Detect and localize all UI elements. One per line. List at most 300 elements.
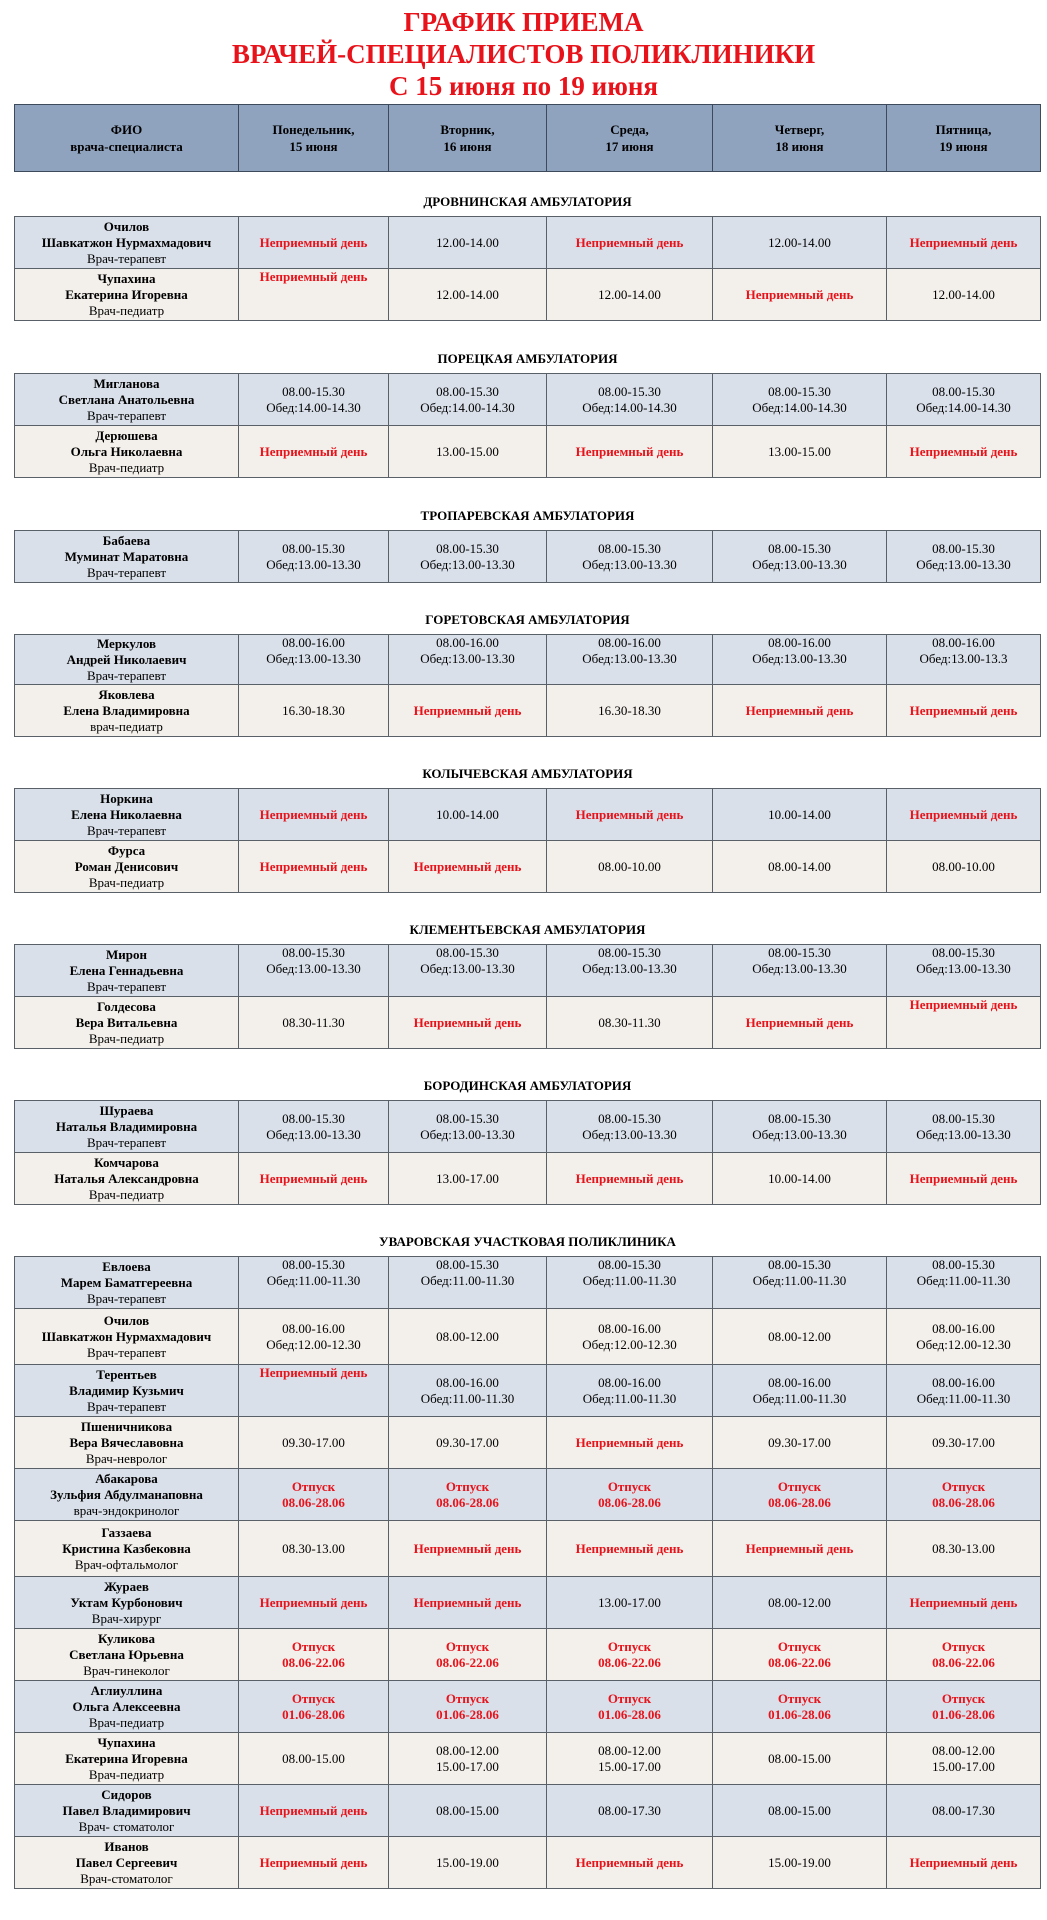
schedule-cell <box>887 1309 1041 1365</box>
schedule-text: Неприемный день <box>575 443 684 459</box>
schedule-cell <box>713 269 887 321</box>
schedule-text: Неприемный день <box>745 1540 854 1556</box>
doctor-given-names: Светлана Юрьевна <box>69 1646 184 1662</box>
schedule-text: 15.00-19.00 <box>768 1854 831 1870</box>
schedule-cell <box>713 1733 887 1785</box>
doctor-cell <box>15 1785 239 1837</box>
schedule-text: Обед:13.00-13.30 <box>582 651 677 666</box>
section-title: КЛЕМЕНТЬЕВСКАЯ АМБУЛАТОРИЯ <box>15 893 1041 945</box>
schedule-text: Обед:13.00-13.30 <box>420 961 515 976</box>
schedule-cell <box>887 1469 1041 1521</box>
doctor-cell <box>15 841 239 893</box>
schedule-text: 09.30-17.00 <box>282 1434 345 1450</box>
table-row <box>15 1629 1041 1681</box>
schedule-cell <box>389 685 547 737</box>
doctor-surname: Куликова <box>97 1630 156 1646</box>
schedule-text: Обед:12.00-12.30 <box>582 1336 677 1352</box>
doctor-specialty: врач-эндокринолог <box>73 1502 180 1518</box>
table-row <box>15 217 1041 269</box>
doctor-given-names: Елена Геннадьевна <box>69 962 184 978</box>
schedule-text: 09.30-17.00 <box>932 1434 995 1450</box>
doctor-surname: Очилов <box>103 218 150 234</box>
schedule-cell <box>389 1629 547 1681</box>
doctor-cell <box>15 1469 239 1521</box>
schedule-text: 08.00-16.00 <box>768 635 831 650</box>
schedule-text: 08.00-12.00 <box>436 1742 499 1758</box>
schedule-text: Обед:13.00-13.30 <box>582 961 677 976</box>
header-doctor: ФИО врача-специалиста <box>15 105 239 172</box>
doctor-cell <box>15 1733 239 1785</box>
schedule-cell <box>547 945 713 997</box>
schedule-cell <box>547 1733 713 1785</box>
schedule-text: 08.00-15.30 <box>598 540 661 556</box>
schedule-text: 08.00-10.00 <box>598 858 661 874</box>
schedule-text: Обед:13.00-13.30 <box>266 556 361 572</box>
schedule-text: Неприемный день <box>413 702 522 718</box>
schedule-text: 08.00-15.30 <box>282 1110 345 1126</box>
doctor-given-names: Ольга Николаевна <box>70 443 183 459</box>
schedule-text: Отпуск <box>291 1478 336 1494</box>
doctor-specialty: Врач-гинеколог <box>83 1662 170 1678</box>
schedule-text: 01.06-28.06 <box>436 1706 499 1722</box>
schedule-text: Неприемный день <box>259 1170 368 1186</box>
schedule-text: Обед:12.00-12.30 <box>916 1336 1011 1352</box>
table-row <box>15 374 1041 426</box>
doctor-given-names: Марем Баматгереевна <box>60 1274 193 1290</box>
schedule-text: Неприемный день <box>413 1594 522 1610</box>
title-line-1: ГРАФИК ПРИЕМА <box>403 7 644 37</box>
schedule-text: Неприемный день <box>259 1802 368 1818</box>
table-row <box>15 1681 1041 1733</box>
schedule-cell <box>547 426 713 478</box>
schedule-text: 08.00-12.00 <box>436 1328 499 1344</box>
schedule-cell <box>887 1577 1041 1629</box>
schedule-cell <box>713 374 887 426</box>
doctor-surname: Бабаева <box>102 532 151 548</box>
doctor-cell <box>15 997 239 1049</box>
schedule-cell <box>239 531 389 583</box>
schedule-text: Неприемный день <box>259 269 368 284</box>
schedule-cell <box>887 374 1041 426</box>
schedule-text: 01.06-28.06 <box>768 1706 831 1722</box>
section-title: ДРОВНИНСКАЯ АМБУЛАТОРИЯ <box>15 172 1041 217</box>
schedule-text: 01.06-28.06 <box>282 1706 345 1722</box>
schedule-text: 08.00-15.00 <box>768 1802 831 1818</box>
schedule-cell <box>547 1785 713 1837</box>
schedule-cell <box>887 1153 1041 1205</box>
doctor-cell <box>15 217 239 269</box>
schedule-text: Отпуск <box>291 1638 336 1654</box>
schedule-cell <box>713 635 887 685</box>
doctor-given-names: Павел Владимирович <box>62 1802 191 1818</box>
schedule-cell <box>887 1681 1041 1733</box>
schedule-cell <box>389 1681 547 1733</box>
schedule-cell <box>239 1309 389 1365</box>
doctor-surname: Меркулов <box>96 635 157 651</box>
doctor-surname: Мигланова <box>93 375 160 391</box>
schedule-text: Обед:13.00-13.30 <box>752 961 847 976</box>
schedule-body <box>15 172 1041 1889</box>
schedule-cell <box>547 1101 713 1153</box>
schedule-text: 08.00-16.00 <box>932 1320 995 1336</box>
doctor-specialty: Врач-стоматолог <box>80 1870 173 1886</box>
schedule-cell <box>547 841 713 893</box>
table-row <box>15 1309 1041 1365</box>
header-monday: Понедельник, 15 июня <box>239 105 389 172</box>
schedule-cell <box>389 1153 547 1205</box>
schedule-cell <box>389 1469 547 1521</box>
schedule-cell <box>389 945 547 997</box>
doctor-surname: Чупахина <box>97 1734 156 1750</box>
table-row <box>15 1417 1041 1469</box>
table-row <box>15 531 1041 583</box>
header-tuesday: Вторник, 16 июня <box>389 105 547 172</box>
table-row <box>15 1577 1041 1629</box>
table-row <box>15 1257 1041 1309</box>
doctor-specialty: Врач-терапевт <box>86 1134 167 1150</box>
schedule-cell <box>239 1733 389 1785</box>
schedule-cell <box>547 1365 713 1417</box>
doctor-cell <box>15 1365 239 1417</box>
doctor-surname: Фурса <box>107 842 146 858</box>
schedule-cell <box>547 789 713 841</box>
schedule-text: 13.00-17.00 <box>436 1170 499 1186</box>
doctor-cell <box>15 1257 239 1309</box>
schedule-cell <box>713 685 887 737</box>
schedule-text: Неприемный день <box>259 1854 368 1870</box>
schedule-cell <box>547 1577 713 1629</box>
section-header-row <box>15 737 1041 789</box>
schedule-cell <box>547 1837 713 1889</box>
doctor-surname: Пшеничникова <box>80 1418 173 1434</box>
doctor-given-names: Муминат Маратовна <box>64 548 189 564</box>
schedule-cell <box>547 1629 713 1681</box>
schedule-text: Обед:13.00-13.30 <box>916 961 1011 976</box>
schedule-cell <box>389 531 547 583</box>
schedule-text: 08.00-15.30 <box>436 540 499 556</box>
doctor-given-names: Кристина Казбековна <box>62 1540 191 1556</box>
schedule-text: Обед:14.00-14.30 <box>420 399 515 415</box>
schedule-cell <box>713 217 887 269</box>
schedule-cell <box>547 1309 713 1365</box>
schedule-cell <box>713 1365 887 1417</box>
schedule-text: 08.00-15.30 <box>932 540 995 556</box>
schedule-cell <box>389 217 547 269</box>
schedule-cell <box>547 1469 713 1521</box>
page-title <box>0 6 1047 102</box>
schedule-text: Неприемный день <box>909 997 1018 1012</box>
schedule-cell <box>887 531 1041 583</box>
schedule-text: Обед:13.00-13.30 <box>266 651 361 666</box>
doctor-surname: Дерюшева <box>95 427 158 443</box>
doctor-surname: Норкина <box>100 790 153 806</box>
schedule-text: 08.00-15.30 <box>598 1257 661 1272</box>
doctor-surname: Голдесова <box>97 998 156 1014</box>
schedule-cell <box>389 1257 547 1309</box>
schedule-text: 15.00-17.00 <box>436 1758 499 1774</box>
schedule-cell <box>389 1785 547 1837</box>
schedule-text: Неприемный день <box>259 234 368 250</box>
table-row <box>15 1153 1041 1205</box>
schedule-text: Неприемный день <box>259 858 368 874</box>
schedule-text: 08.00-12.00 <box>598 1742 661 1758</box>
schedule-cell <box>713 531 887 583</box>
schedule-text: Отпуск <box>607 1690 652 1706</box>
doctor-given-names: Шавкатжон Нурмахмадович <box>41 1328 212 1344</box>
doctor-specialty: Врач-терапевт <box>86 564 167 580</box>
doctor-specialty: Врач-невролог <box>85 1450 168 1466</box>
schedule-text: 08.00-16.00 <box>598 635 661 650</box>
schedule-text: 08.00-15.30 <box>436 945 499 960</box>
schedule-text: Неприемный день <box>259 806 368 822</box>
schedule-text: Обед:11.00-11.30 <box>582 1390 677 1406</box>
doctor-cell <box>15 1309 239 1365</box>
schedule-text: Неприемный день <box>575 1540 684 1556</box>
title-line-3: С 15 июня по 19 июня <box>388 71 658 101</box>
schedule-text: 15.00-17.00 <box>598 1758 661 1774</box>
schedule-text: Отпуск <box>445 1638 490 1654</box>
schedule-text: 15.00-17.00 <box>932 1758 995 1774</box>
doctor-given-names: Павел Сергеевич <box>75 1854 178 1870</box>
schedule-cell <box>547 1257 713 1309</box>
schedule-text: Обед:11.00-11.30 <box>916 1390 1011 1406</box>
schedule-text: 08.00-15.00 <box>768 1750 831 1766</box>
section-header-row <box>15 893 1041 945</box>
schedule-cell <box>887 1257 1041 1309</box>
schedule-text: 08.00-16.00 <box>598 1320 661 1336</box>
schedule-text: Неприемный день <box>909 1594 1018 1610</box>
schedule-text: 08.00-15.30 <box>282 1257 345 1272</box>
doctor-surname: Чупахина <box>97 270 156 286</box>
schedule-text: 12.00-14.00 <box>768 234 831 250</box>
schedule-cell <box>389 789 547 841</box>
schedule-cell <box>389 1521 547 1577</box>
doctor-surname: Аглиуллина <box>90 1682 163 1698</box>
schedule-text: 08.00-15.00 <box>436 1802 499 1818</box>
schedule-cell <box>547 1681 713 1733</box>
schedule-cell <box>239 1365 389 1417</box>
doctor-specialty: Врач-педиатр <box>88 1030 165 1046</box>
doctor-specialty: Врач-терапевт <box>86 1398 167 1414</box>
doctor-surname: Евлоева <box>102 1258 151 1274</box>
schedule-cell <box>887 1365 1041 1417</box>
schedule-text: Неприемный день <box>909 234 1018 250</box>
header-thursday: Четверг, 18 июня <box>713 105 887 172</box>
schedule-cell <box>389 1577 547 1629</box>
schedule-cell <box>887 1785 1041 1837</box>
schedule-cell <box>239 1469 389 1521</box>
doctor-surname: Сидоров <box>101 1786 152 1802</box>
table-row <box>15 269 1041 321</box>
schedule-text: 08.00-10.00 <box>932 858 995 874</box>
table-row <box>15 685 1041 737</box>
schedule-text: Обед:14.00-14.30 <box>266 399 361 415</box>
doctor-surname: Терентьев <box>96 1366 157 1382</box>
schedule-cell <box>887 997 1041 1049</box>
schedule-cell <box>713 1153 887 1205</box>
schedule-cell <box>887 1521 1041 1577</box>
schedule-text: 08.06-22.06 <box>932 1654 995 1670</box>
schedule-text: Обед:13.00-13.30 <box>420 651 515 666</box>
schedule-text: 10.00-14.00 <box>436 806 499 822</box>
schedule-cell <box>713 1469 887 1521</box>
schedule-text: Отпуск <box>607 1478 652 1494</box>
schedule-text: Неприемный день <box>575 234 684 250</box>
schedule-text: Обед:13.00-13.30 <box>582 556 677 572</box>
table-row <box>15 635 1041 685</box>
schedule-text: Неприемный день <box>909 1170 1018 1186</box>
schedule-text: 08.06-22.06 <box>436 1654 499 1670</box>
schedule-text: 08.00-15.30 <box>932 1257 995 1272</box>
schedule-table-container <box>14 104 1040 1889</box>
schedule-cell <box>239 1577 389 1629</box>
schedule-text: 08.00-17.30 <box>598 1802 661 1818</box>
schedule-text: Обед:11.00-11.30 <box>266 1273 361 1288</box>
schedule-cell <box>239 217 389 269</box>
schedule-cell <box>239 1153 389 1205</box>
schedule-text: Неприемный день <box>575 1854 684 1870</box>
schedule-cell <box>389 1101 547 1153</box>
schedule-text: 08.06-22.06 <box>598 1654 661 1670</box>
schedule-cell <box>547 1417 713 1469</box>
schedule-cell <box>239 374 389 426</box>
schedule-text: 08.00-15.30 <box>598 945 661 960</box>
schedule-text: 16.30-18.30 <box>282 702 345 718</box>
schedule-text: Обед:11.00-11.30 <box>420 1390 515 1406</box>
doctor-specialty: Врач- стоматолог <box>78 1818 175 1834</box>
schedule-cell <box>547 997 713 1049</box>
schedule-cell <box>713 1837 887 1889</box>
schedule-text: 08.30-11.30 <box>282 1014 345 1030</box>
schedule-cell <box>389 841 547 893</box>
schedule-cell <box>887 841 1041 893</box>
schedule-cell <box>389 269 547 321</box>
schedule-text: 01.06-28.06 <box>932 1706 995 1722</box>
doctor-given-names: Шавкатжон Нурмахмадович <box>41 234 212 250</box>
table-row <box>15 1469 1041 1521</box>
schedule-text: 08.30-13.00 <box>932 1540 995 1556</box>
schedule-cell <box>547 217 713 269</box>
doctor-cell <box>15 1521 239 1577</box>
doctor-specialty: Врач-офтальмолог <box>74 1556 179 1572</box>
table-row <box>15 1733 1041 1785</box>
schedule-text: Обед:12.00-12.30 <box>266 1336 361 1352</box>
doctor-specialty: Врач-терапевт <box>86 250 167 266</box>
schedule-text: Неприемный день <box>575 806 684 822</box>
doctor-surname: Иванов <box>104 1838 149 1854</box>
doctor-given-names: Екатерина Игоревна <box>65 286 188 302</box>
schedule-text: Обед:13.00-13.30 <box>752 556 847 572</box>
doctor-cell <box>15 945 239 997</box>
schedule-text: 08.00-15.30 <box>932 1110 995 1126</box>
schedule-text: Обед:13.00-13.30 <box>582 1126 677 1142</box>
schedule-text: 08.00-16.00 <box>282 1320 345 1336</box>
schedule-text: Обед:11.00-11.30 <box>582 1273 677 1288</box>
schedule-text: Отпуск <box>291 1690 336 1706</box>
schedule-cell <box>389 374 547 426</box>
schedule-text: 08.00-16.00 <box>282 635 345 650</box>
schedule-cell <box>389 1365 547 1417</box>
schedule-cell <box>713 1417 887 1469</box>
doctor-cell <box>15 374 239 426</box>
table-row <box>15 1837 1041 1889</box>
schedule-cell <box>887 1417 1041 1469</box>
schedule-text: 08.00-15.30 <box>598 383 661 399</box>
section-title: УВАРОВСКАЯ УЧАСТКОВАЯ ПОЛИКЛИНИКА <box>15 1205 1041 1257</box>
schedule-text: Обед:14.00-14.30 <box>916 399 1011 415</box>
doctor-given-names: Елена Николаевна <box>71 806 182 822</box>
schedule-cell <box>713 1309 887 1365</box>
header-wednesday: Среда, 17 июня <box>547 105 713 172</box>
doctor-given-names: Елена Владимировна <box>63 702 190 718</box>
schedule-text: 09.30-17.00 <box>436 1434 499 1450</box>
schedule-cell <box>713 1785 887 1837</box>
schedule-table <box>14 104 1041 1889</box>
schedule-text: 08.00-15.30 <box>768 540 831 556</box>
schedule-text: 08.00-12.00 <box>768 1594 831 1610</box>
schedule-cell <box>887 269 1041 321</box>
schedule-text: Отпуск <box>777 1478 822 1494</box>
schedule-text: Обед:13.00-13.30 <box>420 1126 515 1142</box>
schedule-cell <box>239 1681 389 1733</box>
schedule-text: 08.00-15.30 <box>768 383 831 399</box>
doctor-surname: Очилов <box>103 1312 150 1328</box>
schedule-cell <box>389 1309 547 1365</box>
schedule-text: Обед:11.00-11.30 <box>752 1390 847 1406</box>
schedule-text: 08.00-15.30 <box>282 383 345 399</box>
schedule-cell <box>887 217 1041 269</box>
doctor-specialty: Врач-терапевт <box>86 978 167 994</box>
section-title: ПОРЕЦКАЯ АМБУЛАТОРИЯ <box>15 321 1041 374</box>
schedule-text: 08.00-16.00 <box>436 1374 499 1390</box>
schedule-text: 08.00-15.30 <box>768 945 831 960</box>
section-header-row <box>15 1205 1041 1257</box>
schedule-text: 08.06-28.06 <box>768 1494 831 1510</box>
schedule-text: Неприемный день <box>745 286 854 302</box>
doctor-cell <box>15 1681 239 1733</box>
doctor-cell <box>15 531 239 583</box>
doctor-surname: Яковлева <box>98 686 155 702</box>
doctor-given-names: Светлана Анатольевна <box>58 391 195 407</box>
doctor-specialty: Врач-педиатр <box>88 1186 165 1202</box>
schedule-text: 15.00-19.00 <box>436 1854 499 1870</box>
schedule-text: Неприемный день <box>745 702 854 718</box>
doctor-cell <box>15 789 239 841</box>
doctor-specialty: Врач-педиатр <box>88 874 165 890</box>
schedule-cell <box>239 685 389 737</box>
schedule-cell <box>887 789 1041 841</box>
table-row <box>15 997 1041 1049</box>
doctor-specialty: Врач-терапевт <box>86 822 167 838</box>
schedule-text: 08.30-11.30 <box>598 1014 661 1030</box>
schedule-cell <box>239 789 389 841</box>
doctor-specialty: Врач-педиатр <box>88 1766 165 1782</box>
section-header-row <box>15 1049 1041 1101</box>
schedule-text: 16.30-18.30 <box>598 702 661 718</box>
schedule-text: 08.06-22.06 <box>282 1654 345 1670</box>
doctor-specialty: Врач-терапевт <box>86 667 167 683</box>
schedule-text: Неприемный день <box>413 1014 522 1030</box>
schedule-text: 13.00-15.00 <box>768 443 831 459</box>
section-header-row <box>15 478 1041 531</box>
doctor-surname: Жураев <box>104 1578 149 1594</box>
schedule-text: 12.00-14.00 <box>436 234 499 250</box>
schedule-text: Обед:13.00-13.30 <box>266 961 361 976</box>
schedule-text: Отпуск <box>607 1638 652 1654</box>
doctor-specialty: Врач-терапевт <box>86 407 167 423</box>
schedule-text: 08.06-28.06 <box>282 1494 345 1510</box>
schedule-text: Обед:13.00-13.30 <box>266 1126 361 1142</box>
